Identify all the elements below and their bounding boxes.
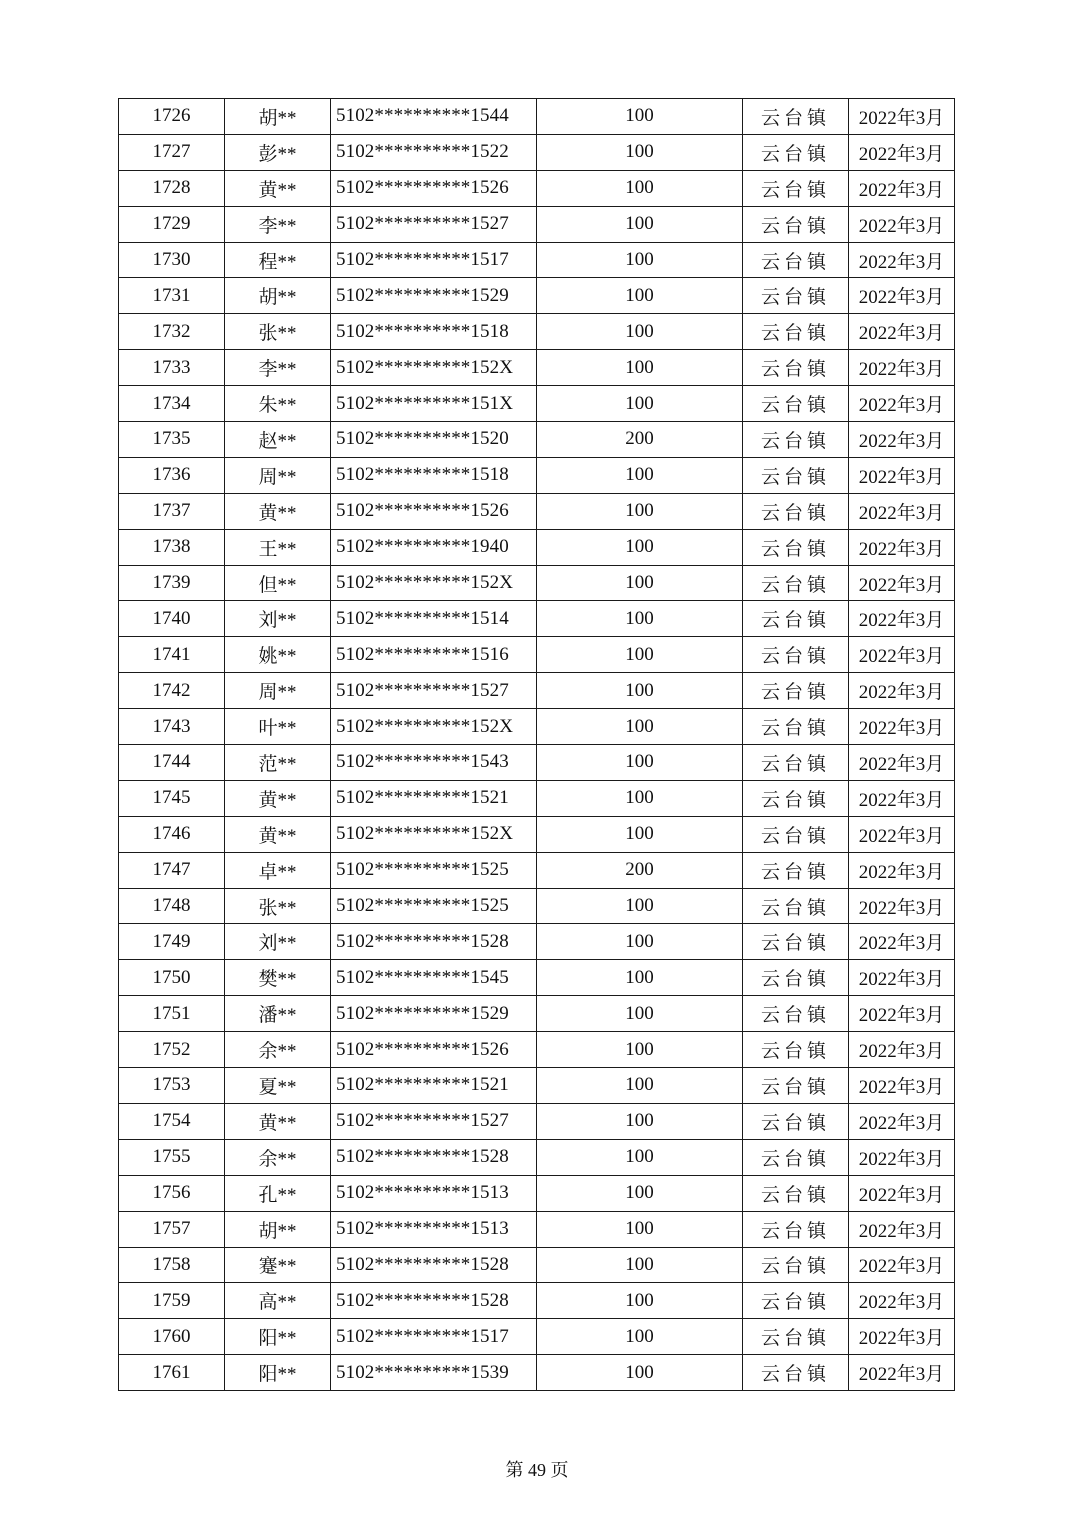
serial-number-cell: 1742	[119, 673, 225, 709]
name-cell: 卓**	[225, 852, 331, 888]
table-row	[119, 960, 955, 996]
id-number-cell: 5102**********1514	[331, 601, 537, 637]
name-cell: 黄**	[225, 1103, 331, 1139]
date-cell: 2022年3月	[849, 1247, 955, 1283]
name-cell: 余**	[225, 1032, 331, 1068]
table-row	[119, 1283, 955, 1319]
table-row	[119, 134, 955, 170]
id-number-cell: 5102**********152X	[331, 816, 537, 852]
amount-cell: 100	[537, 745, 743, 781]
amount-cell: 100	[537, 493, 743, 529]
id-number-cell: 5102**********1527	[331, 673, 537, 709]
town-cell: 云台镇	[743, 816, 849, 852]
town-cell: 云台镇	[743, 1032, 849, 1068]
amount-cell: 200	[537, 422, 743, 458]
table-row	[119, 780, 955, 816]
town-cell: 云台镇	[743, 457, 849, 493]
id-number-cell: 5102**********1522	[331, 134, 537, 170]
id-number-cell: 5102**********1528	[331, 1283, 537, 1319]
id-number-cell: 5102**********1521	[331, 1068, 537, 1104]
amount-cell: 100	[537, 565, 743, 601]
table-row	[119, 99, 955, 135]
amount-cell: 100	[537, 386, 743, 422]
table-row	[119, 278, 955, 314]
serial-number-cell: 1739	[119, 565, 225, 601]
serial-number-cell: 1752	[119, 1032, 225, 1068]
date-cell: 2022年3月	[849, 134, 955, 170]
name-cell: 姚**	[225, 637, 331, 673]
name-cell: 彭**	[225, 134, 331, 170]
table-row	[119, 314, 955, 350]
town-cell: 云台镇	[743, 1103, 849, 1139]
table-row	[119, 673, 955, 709]
name-cell: 潘**	[225, 996, 331, 1032]
amount-cell: 100	[537, 206, 743, 242]
table-row	[119, 350, 955, 386]
serial-number-cell: 1746	[119, 816, 225, 852]
amount-cell: 100	[537, 637, 743, 673]
amount-cell: 100	[537, 1032, 743, 1068]
town-cell: 云台镇	[743, 422, 849, 458]
id-number-cell: 5102**********152X	[331, 565, 537, 601]
serial-number-cell: 1745	[119, 780, 225, 816]
amount-cell: 100	[537, 314, 743, 350]
town-cell: 云台镇	[743, 242, 849, 278]
name-cell: 黄**	[225, 816, 331, 852]
town-cell: 云台镇	[743, 637, 849, 673]
date-cell: 2022年3月	[849, 996, 955, 1032]
amount-cell: 100	[537, 924, 743, 960]
id-number-cell: 5102**********1516	[331, 637, 537, 673]
name-cell: 黄**	[225, 170, 331, 206]
date-cell: 2022年3月	[849, 1355, 955, 1391]
town-cell: 云台镇	[743, 1068, 849, 1104]
name-cell: 余**	[225, 1139, 331, 1175]
serial-number-cell: 1755	[119, 1139, 225, 1175]
table-row	[119, 170, 955, 206]
serial-number-cell: 1729	[119, 206, 225, 242]
town-cell: 云台镇	[743, 745, 849, 781]
amount-cell: 100	[537, 1175, 743, 1211]
table-row	[119, 637, 955, 673]
date-cell: 2022年3月	[849, 745, 955, 781]
table-row	[119, 852, 955, 888]
amount-cell: 100	[537, 1319, 743, 1355]
id-number-cell: 5102**********1526	[331, 1032, 537, 1068]
id-number-cell: 5102**********1529	[331, 278, 537, 314]
serial-number-cell: 1747	[119, 852, 225, 888]
date-cell: 2022年3月	[849, 1283, 955, 1319]
table-row	[119, 1319, 955, 1355]
table-row	[119, 386, 955, 422]
amount-cell: 200	[537, 852, 743, 888]
town-cell: 云台镇	[743, 673, 849, 709]
amount-cell: 100	[537, 1068, 743, 1104]
serial-number-cell: 1759	[119, 1283, 225, 1319]
serial-number-cell: 1749	[119, 924, 225, 960]
table-row	[119, 1032, 955, 1068]
amount-cell: 100	[537, 457, 743, 493]
table-row	[119, 1211, 955, 1247]
town-cell: 云台镇	[743, 278, 849, 314]
date-cell: 2022年3月	[849, 1139, 955, 1175]
id-number-cell: 5102**********1527	[331, 206, 537, 242]
town-cell: 云台镇	[743, 386, 849, 422]
date-cell: 2022年3月	[849, 457, 955, 493]
id-number-cell: 5102**********1513	[331, 1175, 537, 1211]
town-cell: 云台镇	[743, 780, 849, 816]
table-row	[119, 601, 955, 637]
date-cell: 2022年3月	[849, 816, 955, 852]
id-number-cell: 5102**********1513	[331, 1211, 537, 1247]
serial-number-cell: 1734	[119, 386, 225, 422]
date-cell: 2022年3月	[849, 1032, 955, 1068]
date-cell: 2022年3月	[849, 529, 955, 565]
table-row	[119, 888, 955, 924]
name-cell: 叶**	[225, 709, 331, 745]
town-cell: 云台镇	[743, 529, 849, 565]
amount-cell: 100	[537, 888, 743, 924]
serial-number-cell: 1750	[119, 960, 225, 996]
id-number-cell: 5102**********1545	[331, 960, 537, 996]
serial-number-cell: 1732	[119, 314, 225, 350]
serial-number-cell: 1733	[119, 350, 225, 386]
date-cell: 2022年3月	[849, 709, 955, 745]
name-cell: 周**	[225, 673, 331, 709]
table-row	[119, 996, 955, 1032]
amount-cell: 100	[537, 170, 743, 206]
name-cell: 樊**	[225, 960, 331, 996]
page-number: 第 49 页	[505, 1460, 569, 1480]
serial-number-cell: 1761	[119, 1355, 225, 1391]
town-cell: 云台镇	[743, 709, 849, 745]
name-cell: 阳**	[225, 1355, 331, 1391]
town-cell: 云台镇	[743, 601, 849, 637]
date-cell: 2022年3月	[849, 924, 955, 960]
amount-cell: 100	[537, 780, 743, 816]
serial-number-cell: 1756	[119, 1175, 225, 1211]
amount-cell: 100	[537, 1283, 743, 1319]
town-cell: 云台镇	[743, 314, 849, 350]
amount-cell: 100	[537, 709, 743, 745]
date-cell: 2022年3月	[849, 1103, 955, 1139]
table-row	[119, 422, 955, 458]
table-row	[119, 242, 955, 278]
serial-number-cell: 1727	[119, 134, 225, 170]
id-number-cell: 5102**********152X	[331, 709, 537, 745]
name-cell: 程**	[225, 242, 331, 278]
name-cell: 胡**	[225, 1211, 331, 1247]
date-cell: 2022年3月	[849, 99, 955, 135]
id-number-cell: 5102**********1525	[331, 888, 537, 924]
date-cell: 2022年3月	[849, 278, 955, 314]
amount-cell: 100	[537, 1139, 743, 1175]
name-cell: 胡**	[225, 99, 331, 135]
town-cell: 云台镇	[743, 960, 849, 996]
name-cell: 孔**	[225, 1175, 331, 1211]
name-cell: 刘**	[225, 924, 331, 960]
amount-cell: 100	[537, 1247, 743, 1283]
town-cell: 云台镇	[743, 924, 849, 960]
table-row	[119, 816, 955, 852]
name-cell: 周**	[225, 457, 331, 493]
id-number-cell: 5102**********1529	[331, 996, 537, 1032]
serial-number-cell: 1740	[119, 601, 225, 637]
town-cell: 云台镇	[743, 1139, 849, 1175]
serial-number-cell: 1737	[119, 493, 225, 529]
serial-number-cell: 1751	[119, 996, 225, 1032]
town-cell: 云台镇	[743, 134, 849, 170]
town-cell: 云台镇	[743, 350, 849, 386]
serial-number-cell: 1743	[119, 709, 225, 745]
date-cell: 2022年3月	[849, 493, 955, 529]
date-cell: 2022年3月	[849, 350, 955, 386]
amount-cell: 100	[537, 350, 743, 386]
id-number-cell: 5102**********1528	[331, 1139, 537, 1175]
town-cell: 云台镇	[743, 1283, 849, 1319]
table-row	[119, 1139, 955, 1175]
name-cell: 朱**	[225, 386, 331, 422]
name-cell: 阳**	[225, 1319, 331, 1355]
name-cell: 范**	[225, 745, 331, 781]
town-cell: 云台镇	[743, 170, 849, 206]
serial-number-cell: 1728	[119, 170, 225, 206]
table-row	[119, 745, 955, 781]
town-cell: 云台镇	[743, 206, 849, 242]
date-cell: 2022年3月	[849, 673, 955, 709]
date-cell: 2022年3月	[849, 314, 955, 350]
id-number-cell: 5102**********1527	[331, 1103, 537, 1139]
table-row	[119, 709, 955, 745]
serial-number-cell: 1757	[119, 1211, 225, 1247]
serial-number-cell: 1735	[119, 422, 225, 458]
id-number-cell: 5102**********1528	[331, 924, 537, 960]
date-cell: 2022年3月	[849, 852, 955, 888]
date-cell: 2022年3月	[849, 565, 955, 601]
id-number-cell: 5102**********1517	[331, 1319, 537, 1355]
id-number-cell: 5102**********1544	[331, 99, 537, 135]
date-cell: 2022年3月	[849, 960, 955, 996]
table-row	[119, 1068, 955, 1104]
table-row	[119, 924, 955, 960]
name-cell: 刘**	[225, 601, 331, 637]
town-cell: 云台镇	[743, 888, 849, 924]
town-cell: 云台镇	[743, 1211, 849, 1247]
amount-cell: 100	[537, 242, 743, 278]
name-cell: 但**	[225, 565, 331, 601]
serial-number-cell: 1753	[119, 1068, 225, 1104]
serial-number-cell: 1741	[119, 637, 225, 673]
table-row	[119, 565, 955, 601]
amount-cell: 100	[537, 960, 743, 996]
record-table-container	[118, 98, 955, 1391]
name-cell: 张**	[225, 314, 331, 350]
amount-cell: 100	[537, 816, 743, 852]
table-row	[119, 1247, 955, 1283]
id-number-cell: 5102**********1518	[331, 314, 537, 350]
date-cell: 2022年3月	[849, 637, 955, 673]
name-cell: 高**	[225, 1283, 331, 1319]
amount-cell: 100	[537, 134, 743, 170]
name-cell: 赵**	[225, 422, 331, 458]
serial-number-cell: 1760	[119, 1319, 225, 1355]
table-row	[119, 1355, 955, 1391]
record-table	[118, 98, 955, 1391]
serial-number-cell: 1754	[119, 1103, 225, 1139]
serial-number-cell: 1731	[119, 278, 225, 314]
name-cell: 黄**	[225, 780, 331, 816]
table-row	[119, 493, 955, 529]
town-cell: 云台镇	[743, 565, 849, 601]
name-cell: 李**	[225, 350, 331, 386]
date-cell: 2022年3月	[849, 422, 955, 458]
serial-number-cell: 1730	[119, 242, 225, 278]
amount-cell: 100	[537, 1355, 743, 1391]
serial-number-cell: 1748	[119, 888, 225, 924]
town-cell: 云台镇	[743, 1175, 849, 1211]
id-number-cell: 5102**********1525	[331, 852, 537, 888]
date-cell: 2022年3月	[849, 601, 955, 637]
amount-cell: 100	[537, 996, 743, 1032]
id-number-cell: 5102**********1521	[331, 780, 537, 816]
id-number-cell: 5102**********152X	[331, 350, 537, 386]
amount-cell: 100	[537, 99, 743, 135]
id-number-cell: 5102**********1518	[331, 457, 537, 493]
id-number-cell: 5102**********151X	[331, 386, 537, 422]
date-cell: 2022年3月	[849, 1319, 955, 1355]
name-cell: 王**	[225, 529, 331, 565]
id-number-cell: 5102**********1526	[331, 493, 537, 529]
table-row	[119, 1103, 955, 1139]
date-cell: 2022年3月	[849, 386, 955, 422]
amount-cell: 100	[537, 1211, 743, 1247]
serial-number-cell: 1744	[119, 745, 225, 781]
town-cell: 云台镇	[743, 996, 849, 1032]
table-row	[119, 206, 955, 242]
id-number-cell: 5102**********1543	[331, 745, 537, 781]
amount-cell: 100	[537, 529, 743, 565]
serial-number-cell: 1736	[119, 457, 225, 493]
amount-cell: 100	[537, 278, 743, 314]
date-cell: 2022年3月	[849, 242, 955, 278]
serial-number-cell: 1738	[119, 529, 225, 565]
name-cell: 李**	[225, 206, 331, 242]
name-cell: 夏**	[225, 1068, 331, 1104]
town-cell: 云台镇	[743, 1319, 849, 1355]
town-cell: 云台镇	[743, 852, 849, 888]
name-cell: 胡**	[225, 278, 331, 314]
date-cell: 2022年3月	[849, 1068, 955, 1104]
town-cell: 云台镇	[743, 1247, 849, 1283]
town-cell: 云台镇	[743, 1355, 849, 1391]
id-number-cell: 5102**********1526	[331, 170, 537, 206]
id-number-cell: 5102**********1517	[331, 242, 537, 278]
table-row	[119, 1175, 955, 1211]
table-row	[119, 529, 955, 565]
town-cell: 云台镇	[743, 99, 849, 135]
town-cell: 云台镇	[743, 493, 849, 529]
serial-number-cell: 1758	[119, 1247, 225, 1283]
date-cell: 2022年3月	[849, 888, 955, 924]
date-cell: 2022年3月	[849, 170, 955, 206]
date-cell: 2022年3月	[849, 780, 955, 816]
table-row	[119, 457, 955, 493]
serial-number-cell: 1726	[119, 99, 225, 135]
name-cell: 张**	[225, 888, 331, 924]
date-cell: 2022年3月	[849, 1175, 955, 1211]
amount-cell: 100	[537, 1103, 743, 1139]
id-number-cell: 5102**********1940	[331, 529, 537, 565]
amount-cell: 100	[537, 601, 743, 637]
id-number-cell: 5102**********1528	[331, 1247, 537, 1283]
record-table-body	[119, 99, 955, 1391]
name-cell: 黄**	[225, 493, 331, 529]
name-cell: 蹇**	[225, 1247, 331, 1283]
date-cell: 2022年3月	[849, 1211, 955, 1247]
date-cell: 2022年3月	[849, 206, 955, 242]
id-number-cell: 5102**********1539	[331, 1355, 537, 1391]
amount-cell: 100	[537, 673, 743, 709]
id-number-cell: 5102**********1520	[331, 422, 537, 458]
